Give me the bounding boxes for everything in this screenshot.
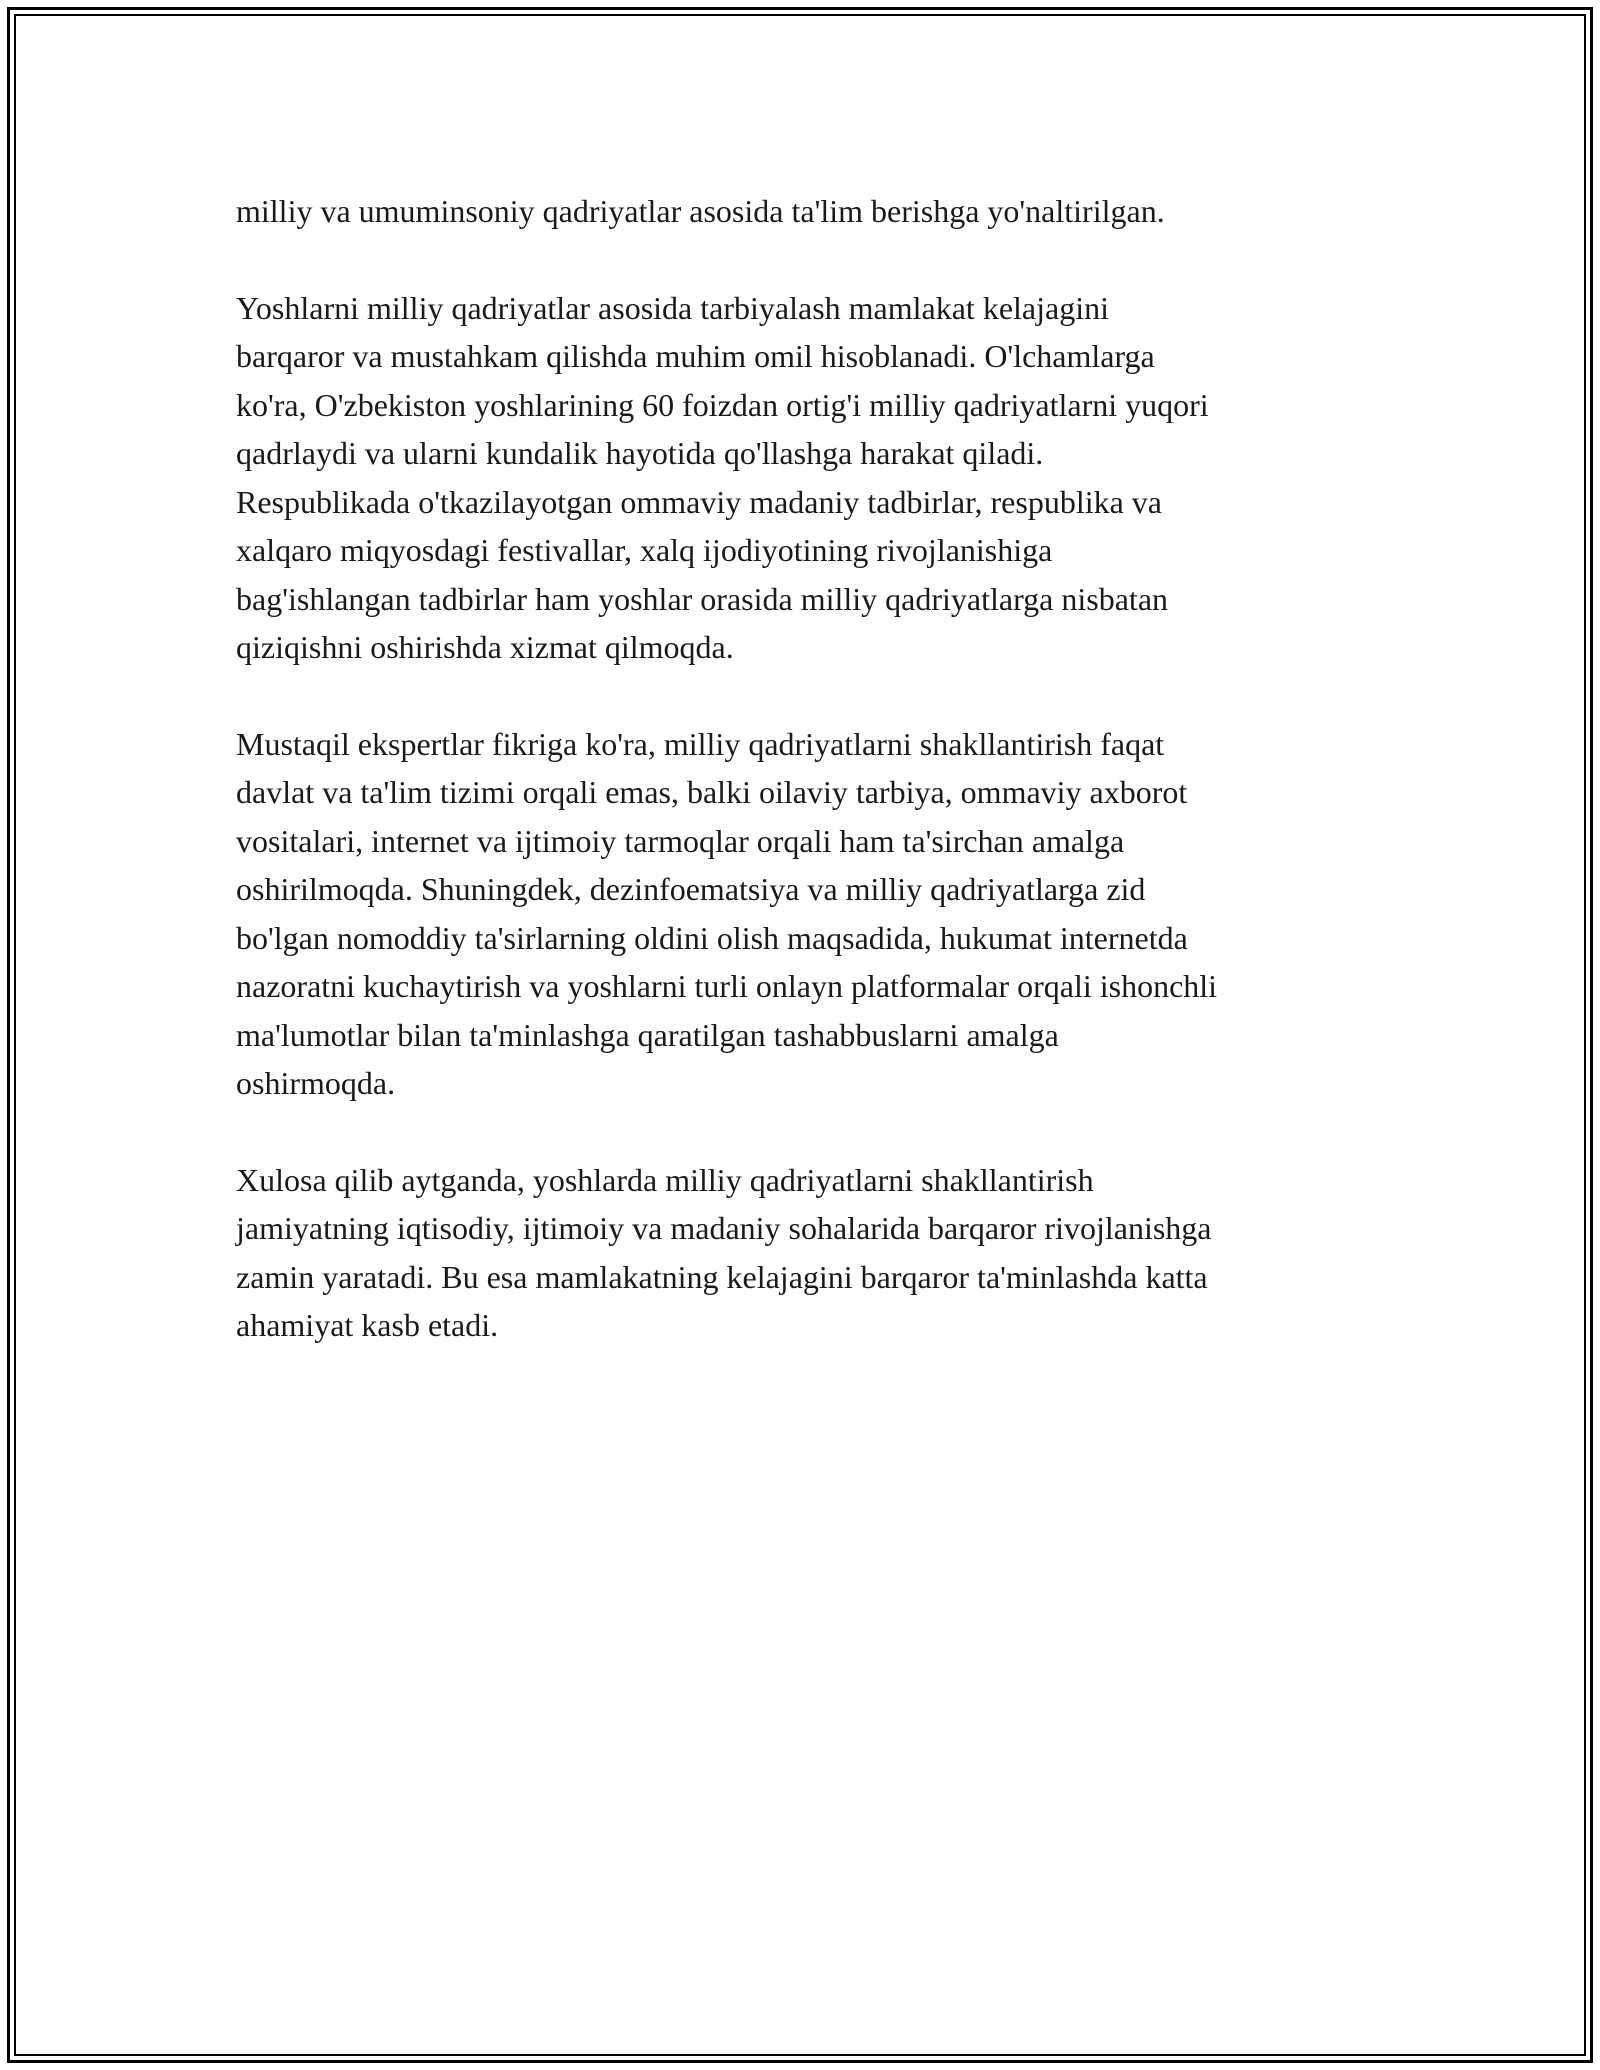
paragraph-1 — [236, 187, 1376, 236]
paragraph-3 — [236, 720, 1376, 1108]
text-line: davlat va ta'lim tizimi orqali emas, balki oilaviy tarbiya, ommaviy axborot — [236, 774, 1188, 810]
text-line: ko'ra, O'zbekiston yoshlarining 60 foizdan ortig'i milliy qadriyatlarni yuqori — [236, 386, 1209, 423]
text-line: bag'ishlangan tadbirlar ham yoshlar orasida milliy qadriyatlarga nisbatan — [236, 580, 1169, 617]
paragraph-4 — [236, 1156, 1376, 1350]
text-line: zamin yaratadi. Bu esa mamlakatning kelajagini barqaror ta'minlashda katta — [236, 1258, 1208, 1295]
paragraph-2 — [236, 284, 1376, 672]
text-line: qadrlaydi va ularni kundalik hayotida qo'llashga harakat qiladi. — [236, 435, 1044, 471]
text-line: bo'lgan nomoddiy ta'sirlarning oldini olish maqsadida, hukumat internetda — [236, 919, 1188, 956]
text-line: oshirilmoqda. Shuningdek, dezinfoematsiya va milliy qadriyatlarga zid — [236, 871, 1146, 907]
text-line: Xulosa qilib aytganda, yoshlarda milliy qadriyatlarni shakllantirish — [236, 1161, 1094, 1198]
text-line: Mustaqil ekspertlar fikriga ko'ra, milliy qadriyatlarni shakllantirish faqat — [236, 725, 1165, 762]
text-line: milliy va umuminsoniy qadriyatlar asosida ta'lim berishga yo'naltirilgan. — [236, 193, 1165, 229]
text-line: Yoshlarni milliy qadriyatlar asosida tarbiyalash mamlakat kelajagini — [236, 289, 1109, 326]
text-line: oshirmoqda. — [236, 1065, 396, 1101]
text-line: ahamiyat kasb etadi. — [236, 1307, 499, 1343]
text-line: ma'lumotlar bilan ta'minlashga qaratilgan tashabbuslarni amalga — [236, 1016, 1059, 1053]
text-line: xalqaro miqyosdagi festivallar, xalq ijodiyotining rivojlanishiga — [236, 532, 1053, 568]
text-line: vositalari, internet va ijtimoiy tarmoqlar orqali ham ta'sirchan amalga — [236, 822, 1125, 859]
text-line: jamiyatning iqtisodiy, ijtimoiy va madaniy sohalarida barqaror rivojlanishga — [236, 1210, 1212, 1246]
text-line: qiziqishni oshirishda xizmat qilmoqda. — [236, 629, 734, 665]
text-line: nazoratni kuchaytirish va yoshlarni turli onlayn platformalar orqali ishonchli — [236, 968, 1218, 1004]
text-line: barqaror va mustahkam qilishda muhim omil hisoblanadi. O'lchamlarga — [236, 338, 1155, 374]
document-body — [236, 187, 1376, 1398]
text-line: Respublikada o'tkazilayotgan ommaviy madaniy tadbirlar, respublika va — [236, 483, 1162, 520]
